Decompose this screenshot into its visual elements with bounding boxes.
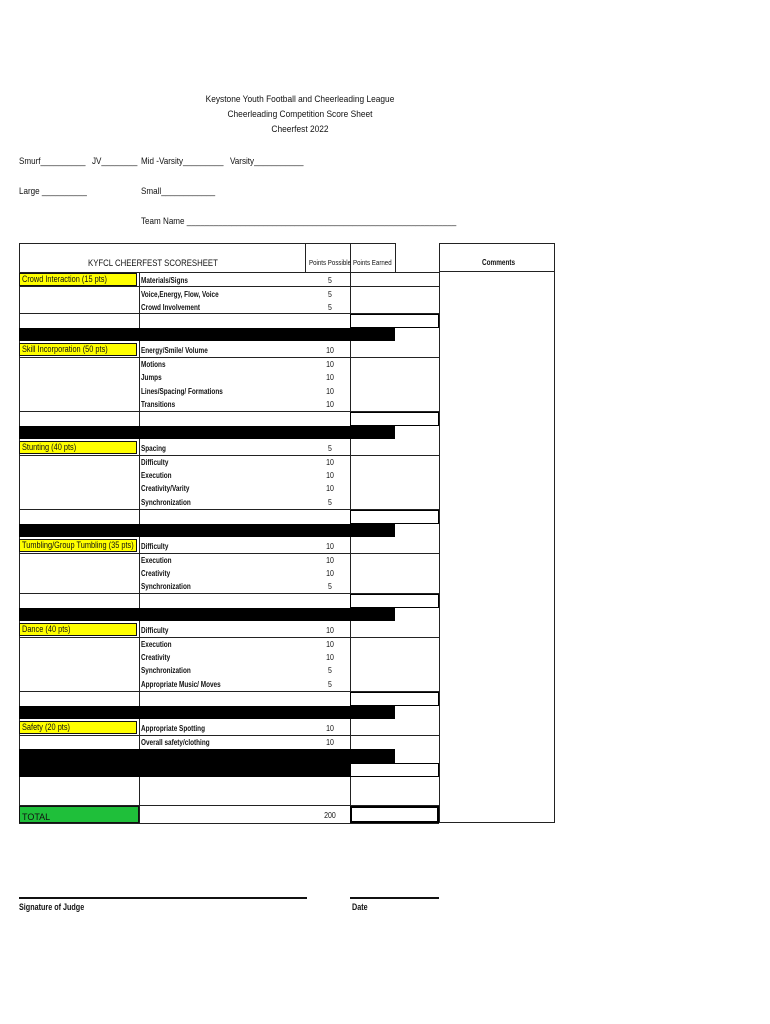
category-dance: Dance (40 pts): [19, 623, 137, 636]
sheet-title: Cheerleading Competition Score Sheet: [227, 109, 373, 120]
item-label: Synchronization: [141, 582, 191, 591]
row-line: [19, 455, 439, 456]
total-label: TOTAL: [22, 812, 51, 822]
subtotal-box[interactable]: [350, 594, 439, 608]
section-divider-bar: [19, 426, 395, 439]
row-line: [19, 553, 439, 554]
item-label: Execution: [141, 471, 172, 480]
table-bottom-border: [19, 823, 439, 824]
subtotal-box[interactable]: [350, 763, 439, 777]
signature-label: Signature of Judge: [19, 902, 85, 912]
comments-header-divider: [439, 271, 555, 272]
item-label: Transitions: [141, 400, 176, 409]
subtotal-box[interactable]: [350, 510, 439, 524]
scoresheet-title: KYFCL CHEERFEST SCORESHEET: [88, 258, 218, 269]
points-possible: 10: [326, 723, 334, 733]
table-right-border: [395, 243, 396, 273]
item-label: Overall safety/clothing: [141, 738, 210, 747]
points-possible: 5: [328, 679, 332, 689]
varsity-field[interactable]: Varsity___________: [230, 156, 304, 167]
points-possible: 10: [326, 470, 334, 480]
item-label: Jumps: [141, 373, 162, 382]
points-possible: 10: [326, 457, 334, 467]
item-label: Spacing: [141, 444, 166, 453]
item-label: Motions: [141, 360, 166, 369]
points-possible: 10: [326, 541, 334, 551]
item-label: Difficulty: [141, 458, 169, 467]
points-possible: 5: [328, 665, 332, 675]
section-divider-bar: [19, 524, 395, 537]
points-possible: 5: [328, 275, 332, 285]
points-possible: 10: [326, 359, 334, 369]
total-earned-box[interactable]: [350, 806, 439, 823]
points-possible: 5: [328, 581, 332, 591]
item-label: Appropriate Music/ Moves: [141, 680, 221, 689]
category-tumbling: Tumbling/Group Tumbling (35 pts): [19, 539, 137, 552]
row-line: [19, 735, 439, 736]
item-label: Difficulty: [141, 542, 169, 551]
section-divider-bar: [19, 749, 395, 777]
item-label: Lines/Spacing/ Formations: [141, 387, 223, 396]
points-possible: 10: [326, 737, 334, 747]
category-crowd-interaction: Crowd Interaction (15 pts): [19, 273, 137, 286]
item-label: Creativity: [141, 569, 171, 578]
item-label: Creativity: [141, 653, 171, 662]
points-possible: 10: [326, 372, 334, 382]
points-possible: 5: [328, 443, 332, 453]
signature-line[interactable]: [19, 897, 307, 899]
item-label: Crowd Involvement: [141, 303, 201, 312]
category-stunting: Stunting (40 pts): [19, 441, 137, 454]
item-label: Energy/Smile/ Volume: [141, 346, 208, 355]
category-safety: Safety (20 pts): [19, 721, 137, 734]
jv-field[interactable]: JV________: [92, 156, 138, 167]
event-title: Cheerfest 2022: [271, 124, 329, 135]
section-divider-bar: [19, 706, 395, 719]
row-line: [19, 286, 439, 287]
total-label-cell: [19, 806, 139, 823]
item-label: Execution: [141, 556, 172, 565]
comments-header: Comments: [482, 258, 516, 267]
mid-varsity-field[interactable]: Mid -Varsity_________: [141, 156, 224, 167]
table-top-border: [19, 243, 395, 244]
total-points-possible: 200: [324, 810, 336, 820]
points-possible: 10: [326, 345, 334, 355]
subtotal-box[interactable]: [350, 692, 439, 706]
points-possible: 5: [328, 497, 332, 507]
points-possible: 10: [326, 483, 334, 493]
points-earned-header: Points Earned: [353, 258, 392, 267]
section-divider-bar: [19, 608, 395, 621]
points-possible: 10: [326, 568, 334, 578]
row-line: [19, 637, 439, 638]
date-line[interactable]: [350, 897, 439, 899]
points-possible: 10: [326, 555, 334, 565]
item-label: Difficulty: [141, 626, 169, 635]
item-label: Execution: [141, 640, 172, 649]
item-label: Synchronization: [141, 666, 191, 675]
item-label: Synchronization: [141, 498, 191, 507]
date-label: Date: [352, 902, 368, 912]
points-possible: 5: [328, 302, 332, 312]
category-skill-incorporation: Skill Incorporation (50 pts): [19, 343, 137, 356]
points-possible-header: Points Possible: [309, 258, 352, 267]
points-possible: 10: [326, 399, 334, 409]
row-line: [19, 357, 439, 358]
section-divider-bar: [19, 328, 395, 341]
league-title: Keystone Youth Football and Cheerleading League: [205, 94, 395, 105]
points-possible: 10: [326, 625, 334, 635]
points-possible: 5: [328, 289, 332, 299]
item-label: Appropriate Spotting: [141, 724, 205, 733]
subtotal-box[interactable]: [350, 412, 439, 426]
comments-box[interactable]: [439, 243, 555, 823]
subtotal-box[interactable]: [350, 314, 439, 328]
large-field[interactable]: Large __________: [19, 186, 87, 197]
smurf-field[interactable]: Smurf__________: [19, 156, 86, 167]
item-label: Voice,Energy, Flow, Voice: [141, 290, 219, 299]
small-field[interactable]: Small____________: [141, 186, 216, 197]
team-name-field[interactable]: Team Name ____________________________________________________________: [141, 216, 457, 227]
points-possible: 10: [326, 386, 334, 396]
points-possible: 10: [326, 652, 334, 662]
item-label: Materials/Signs: [141, 276, 188, 285]
points-possible: 10: [326, 639, 334, 649]
item-label: Creativity/Varity: [141, 484, 190, 493]
possible-col-divider: [305, 243, 306, 273]
